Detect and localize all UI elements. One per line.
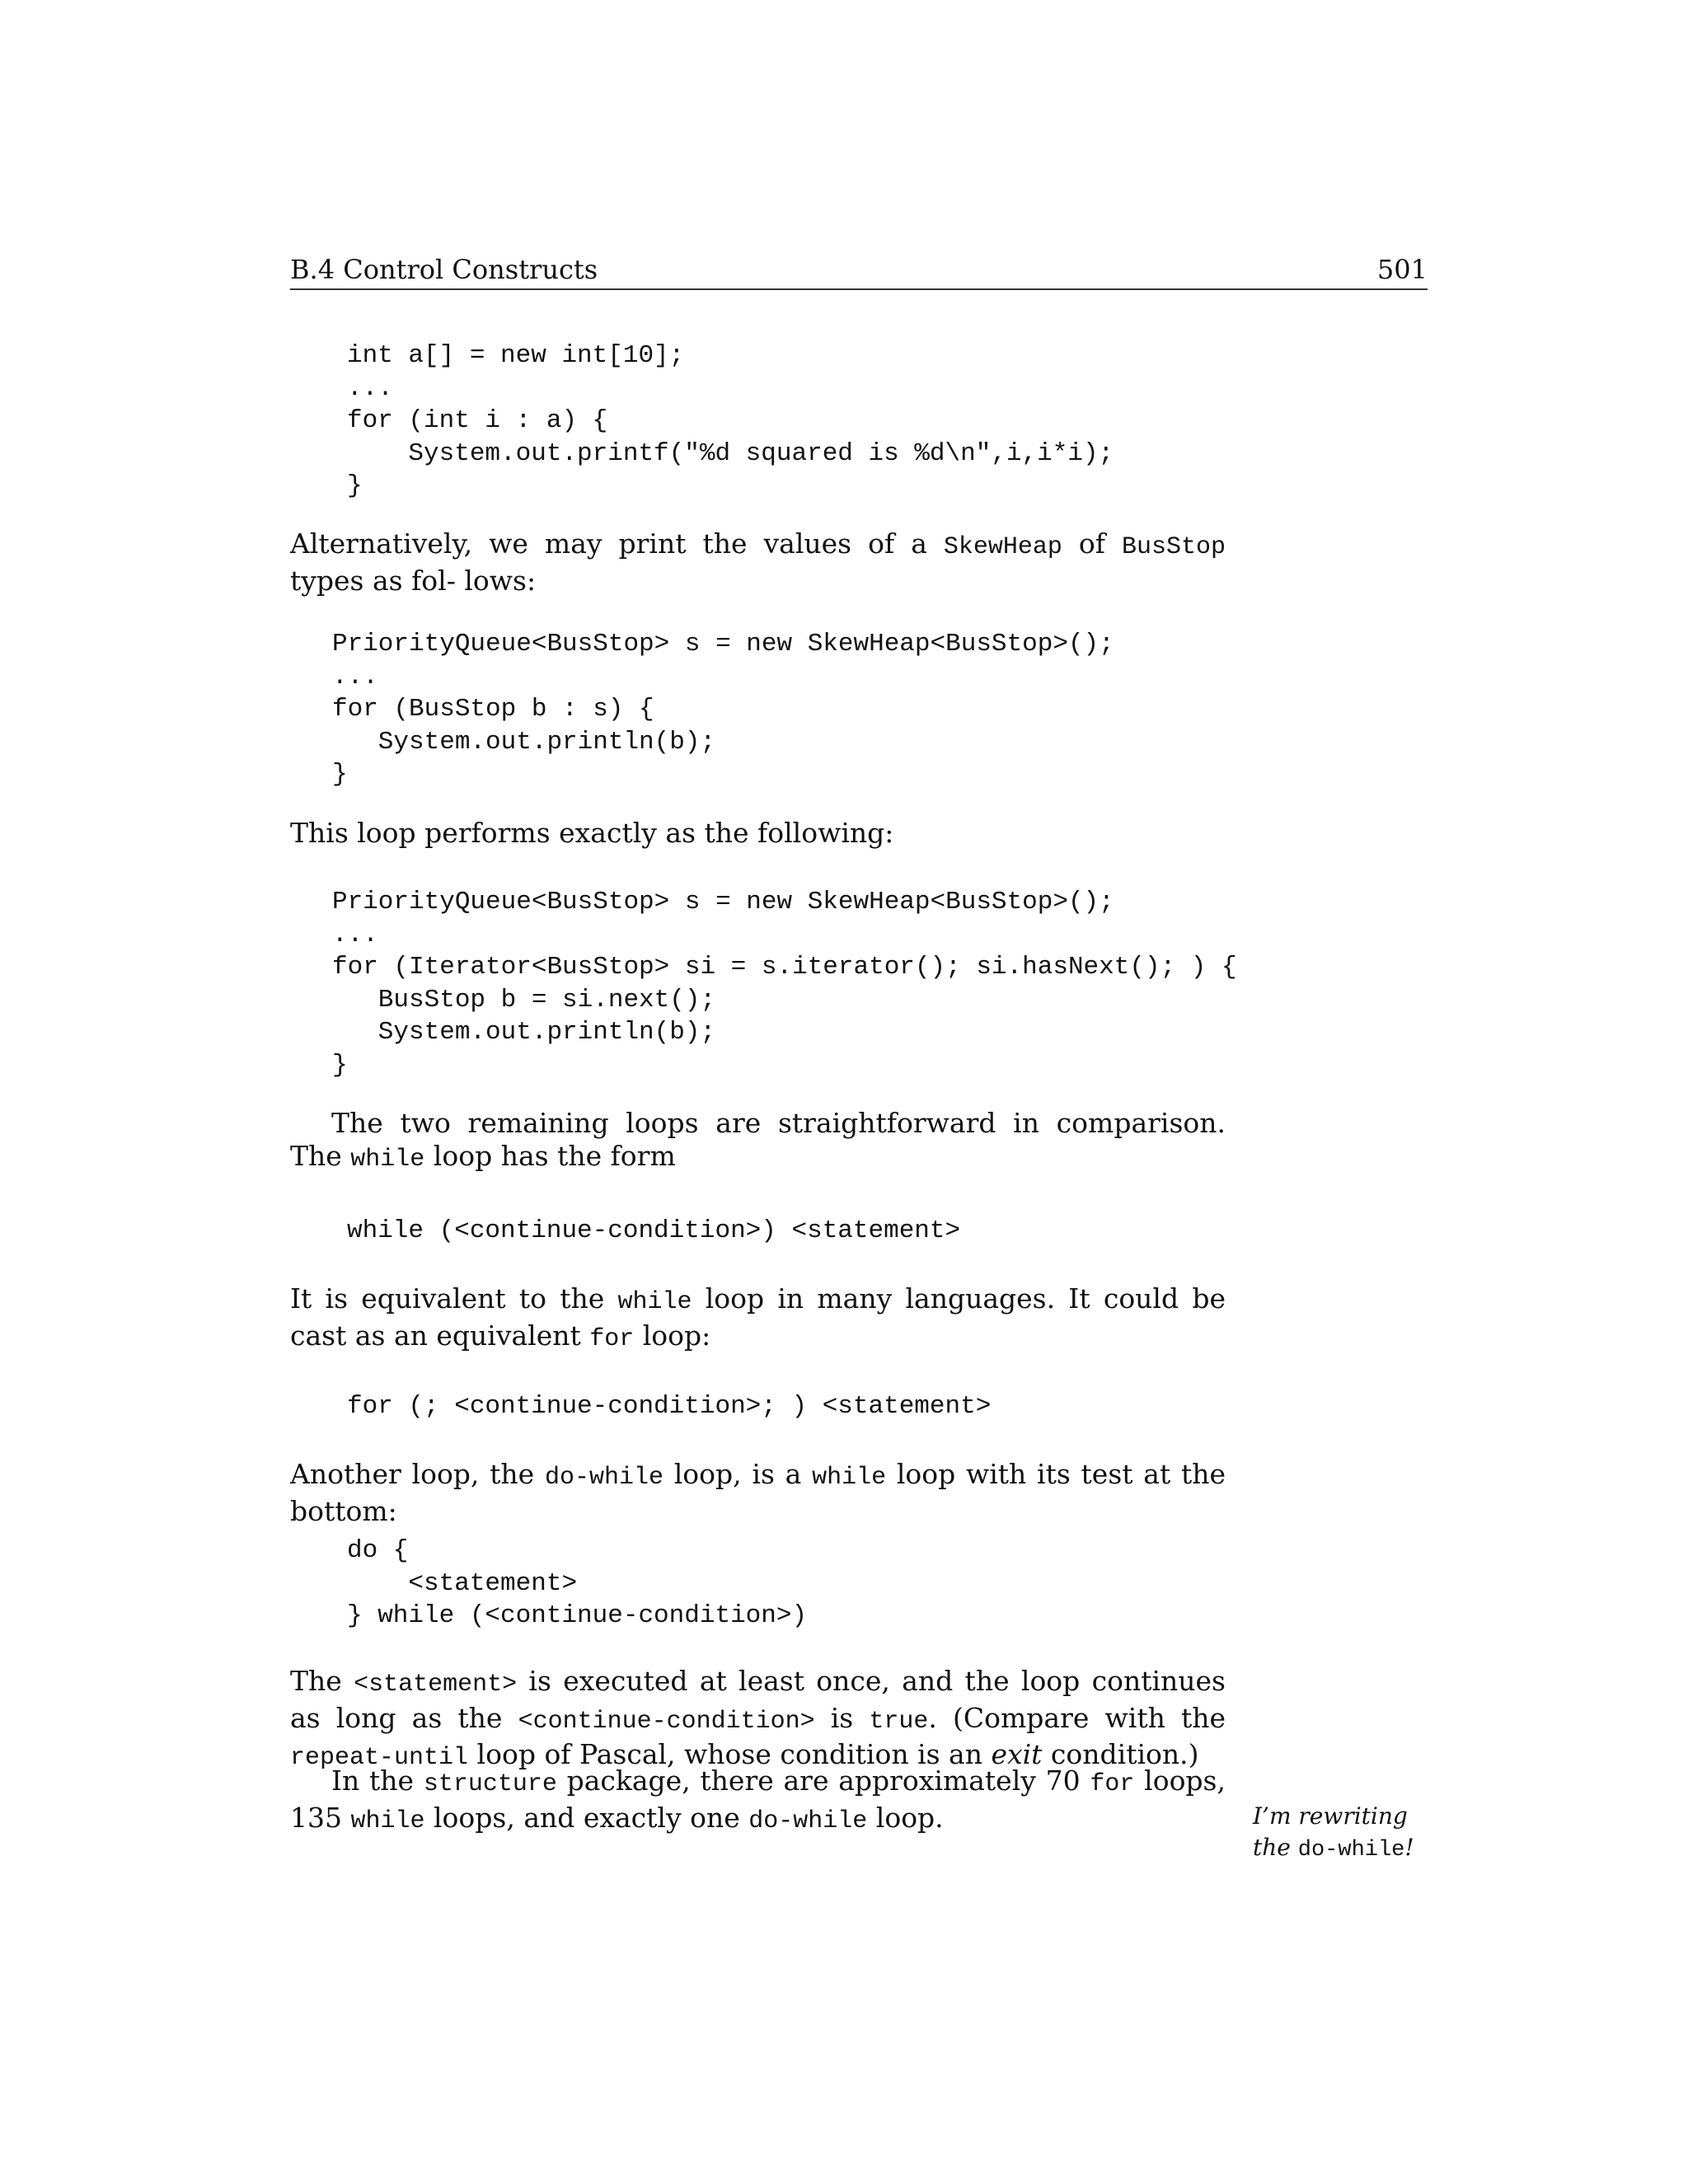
paragraph-while-intro: [290, 1107, 1226, 1176]
inline-code: do-while: [1297, 1838, 1405, 1863]
text: This loop performs exactly as the following:: [290, 817, 894, 849]
paragraph-equivalence: [290, 817, 1226, 850]
text: loop of Pascal, whose condition is an: [468, 1738, 992, 1770]
text: In the: [331, 1765, 424, 1797]
margin-note: [1253, 1801, 1442, 1866]
inline-code: for: [589, 1324, 635, 1353]
paragraph-skewheap-intro: [290, 527, 1226, 597]
paragraph-do-while-semantics: [290, 1665, 1226, 1775]
inline-code: while: [617, 1288, 692, 1316]
text: loop, is a: [663, 1458, 813, 1490]
text: !: [1404, 1834, 1414, 1861]
text: The: [290, 1665, 354, 1697]
text: I’m rewriting the: [1253, 1802, 1408, 1861]
inline-code: SkewHeap: [943, 533, 1062, 561]
text: loop.: [867, 1801, 944, 1834]
code-block-while-form: while (<continue-condition>) <statement>: [347, 1216, 961, 1245]
inline-code: for: [1090, 1770, 1135, 1798]
text: loop in many languages. It could be cast as an equivalent: [290, 1282, 1226, 1352]
text: It is equivalent to the: [290, 1282, 618, 1315]
text: Another loop, the: [290, 1458, 545, 1490]
text: loop:: [634, 1319, 711, 1352]
code-block-array-loop: int a[] = new int[10]; ... for (int i : a) { System.out.printf("%d squared is %d\n",i,i*i); }: [347, 341, 1114, 500]
text: Alternatively, we may print the values of a: [290, 527, 944, 560]
inline-code: <continue-condition>: [518, 1707, 815, 1736]
section-title: B.4 Control Constructs: [290, 254, 598, 285]
inline-code: <statement>: [354, 1671, 518, 1699]
text: loops, 135: [290, 1765, 1226, 1834]
inline-code: do-while: [544, 1464, 663, 1492]
inline-code: true: [869, 1707, 929, 1736]
code-block-iterator-loop: PriorityQueue<BusStop> s = new SkewHeap<BusStop>(); ... for (Iterator<BusStop> si = s.iterator(); si.hasNext(); ) { BusStop b = si.next(); System.out.println(b); }: [332, 888, 1237, 1080]
text: loop with its test at the bottom:: [290, 1458, 1226, 1527]
inline-code: while: [350, 1807, 425, 1835]
inline-code: repeat-until: [290, 1744, 469, 1772]
paragraph-loop-counts: [290, 1765, 1226, 1838]
inline-code: BusStop: [1121, 533, 1226, 561]
inline-code: while: [812, 1464, 887, 1492]
paragraph-while-equivalent: [290, 1282, 1226, 1356]
text: loop has the form: [424, 1139, 676, 1172]
text: types as fol- lows:: [290, 564, 537, 597]
inline-code: while: [350, 1145, 425, 1174]
inline-code: do-while: [748, 1807, 868, 1835]
text: is executed at least once, and the loop continues as long as the: [290, 1665, 1226, 1734]
code-block-do-while-form: do { <statement> } while (<continue-condition>): [347, 1536, 808, 1630]
text: condition.): [1042, 1738, 1199, 1770]
text: is: [814, 1701, 870, 1734]
running-header: [290, 252, 1428, 290]
text: of: [1062, 527, 1122, 560]
code-block-for-equivalent: for (; <continue-condition>; ) <statement>: [347, 1392, 992, 1421]
inline-code: structure: [423, 1770, 557, 1798]
page-number: 501: [1376, 254, 1428, 285]
text: package, there are approximately 70: [556, 1765, 1090, 1797]
code-block-skewheap-loop: PriorityQueue<BusStop> s = new SkewHeap<BusStop>(); ... for (BusStop b : s) { System.out.println(b); }: [332, 630, 1114, 789]
text: loops, and exactly one: [424, 1801, 749, 1834]
text: . (Compare with the: [928, 1701, 1226, 1734]
paragraph-do-while-intro: [290, 1458, 1226, 1527]
text: The two remaining loops are straightforward in comparison. The: [290, 1107, 1226, 1172]
emphasis: exit: [991, 1738, 1043, 1770]
